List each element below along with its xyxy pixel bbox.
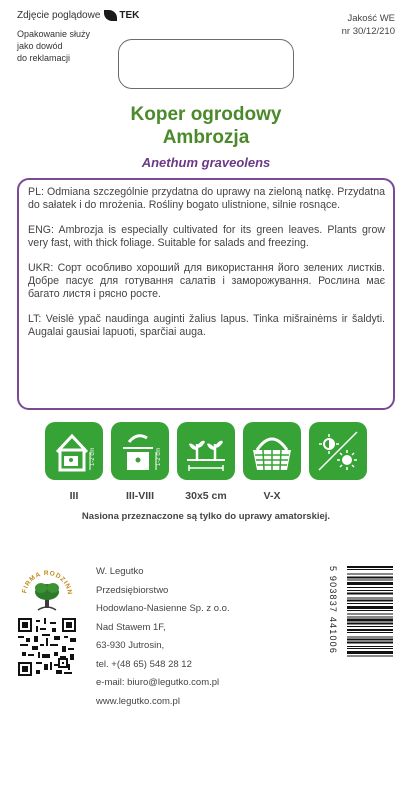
- header-right: [342, 12, 395, 38]
- amateur-use-note: Nasiona przeznaczone są tylko do uprawy amatorskiej.: [81, 511, 331, 522]
- greenhouse-sowing-icon: [45, 422, 103, 480]
- harvest-basket-icon: [243, 422, 301, 480]
- barcode-bar: [347, 616, 393, 617]
- description-eng: ENG: Ambrozja is especially cultivated for its green leaves. Plants grow very fast, with thick foliage. Suitable for salads and freezing.: [28, 223, 385, 250]
- quality-label: Jakość WE: [347, 13, 395, 24]
- company-name: W. Legutko: [96, 566, 144, 577]
- company-info: [96, 563, 230, 711]
- barcode-bar: [347, 573, 393, 574]
- preview-label: Zdjęcie poglądowe: [17, 10, 101, 21]
- latin-name: Anethum graveolens: [141, 155, 271, 170]
- field-sowing-icon: [111, 422, 169, 480]
- qr-code: [18, 617, 76, 677]
- description-ukr: UKR: Сорт особливо хороший для використання його зелених листків. Добре пасує для готування салатів і заморожування. Рослина має багато листя і рясно росте.: [28, 261, 385, 301]
- company-phone: tel. +(48 65) 548 28 12: [96, 658, 192, 670]
- barcode-bar: [347, 598, 393, 599]
- barcode-bar: [347, 642, 393, 644]
- barcode-bar: [347, 636, 393, 637]
- tek-label: TEK: [119, 10, 140, 21]
- barcode-bar: [347, 646, 393, 647]
- barcode-bar: [347, 582, 393, 585]
- logo-text: FIRMA RODZINN: [21, 569, 74, 596]
- barcode-bar: [347, 603, 393, 604]
- barcode: [335, 566, 393, 686]
- lot-stamp-box: [118, 39, 294, 89]
- description-lt: LT: Veislė ypač naudinga auginti žalius lapus. Tinka mišrainėms ir šaldyti. Augalai gausiai lapuoti, sparčiai auga.: [28, 312, 385, 339]
- barcode-bar: [347, 626, 393, 627]
- family-company-logo: [18, 566, 76, 616]
- company-street: Nad Stawem 1F,: [96, 621, 166, 633]
- company-line2: Hodowlano-Nasienne Sp. z o.o.: [96, 603, 230, 614]
- packaging-note-line: do reklamacji: [17, 53, 71, 63]
- barcode-bar: [347, 590, 393, 591]
- barcode-bar: [347, 610, 393, 611]
- barcode-bar: [347, 613, 393, 614]
- icon-label: III: [69, 490, 79, 502]
- company-line1: Przedsiębiorstwo: [96, 584, 169, 596]
- icon-label: 30x5 cm: [185, 490, 227, 502]
- barcode-bar: [347, 623, 393, 625]
- barcode-bar: [347, 580, 393, 581]
- barcode-bar: [347, 619, 393, 622]
- barcode-bar: [347, 566, 393, 568]
- barcode-number: 5 903837 441006: [328, 566, 338, 655]
- leaf-icon: [104, 10, 117, 21]
- packaging-note-line: Opakowanie służy: [17, 29, 91, 39]
- barcode-bar: [347, 569, 393, 570]
- product-name: Koper ogrodowy: [130, 104, 282, 125]
- barcode-bar: [347, 577, 393, 579]
- header-left: [17, 10, 140, 64]
- barcode-bar: [347, 587, 393, 588]
- barcode-bar: [347, 648, 393, 649]
- icon-label: V-X: [263, 490, 281, 502]
- barcode-bar: [347, 651, 393, 654]
- barcode-bar: [347, 606, 393, 609]
- sun-shade-icon: [309, 422, 367, 480]
- company-website: www.legutko.com.pl: [96, 695, 180, 707]
- preview-row: [17, 10, 140, 21]
- barcode-bar: [347, 629, 393, 631]
- description-box: [17, 178, 395, 410]
- variety-name: Ambrozja: [162, 127, 250, 148]
- lot-number: nr 30/12/210: [341, 26, 395, 37]
- icon-label: III-VIII: [125, 490, 154, 502]
- barcode-bar: [347, 632, 393, 633]
- tek-badge: [104, 10, 139, 21]
- cultivation-icons: [45, 422, 365, 512]
- company-email: e-mail: biuro@legutko.com.pl: [96, 677, 220, 688]
- barcode-bar: [347, 600, 393, 602]
- packaging-note: [17, 28, 127, 64]
- barcode-bar: [347, 655, 393, 656]
- barcode-bar: [347, 638, 393, 640]
- spacing-icon: [177, 422, 235, 480]
- description-pl: PL: Odmiana szczególnie przydatna do uprawy na zieloną natkę. Przydatna do sałatek i do mrożenia. Rośliny bogato ulistnione, silnie rosnące.: [28, 186, 385, 212]
- svg-text:1-2 cm: 1-2 cm: [90, 447, 96, 466]
- svg-text:1-2 cm: 1-2 cm: [156, 447, 162, 466]
- packaging-note-line: jako dowód: [17, 41, 63, 51]
- company-city: 63-930 Jutrosin,: [96, 640, 165, 651]
- barcode-bar: [347, 592, 393, 594]
